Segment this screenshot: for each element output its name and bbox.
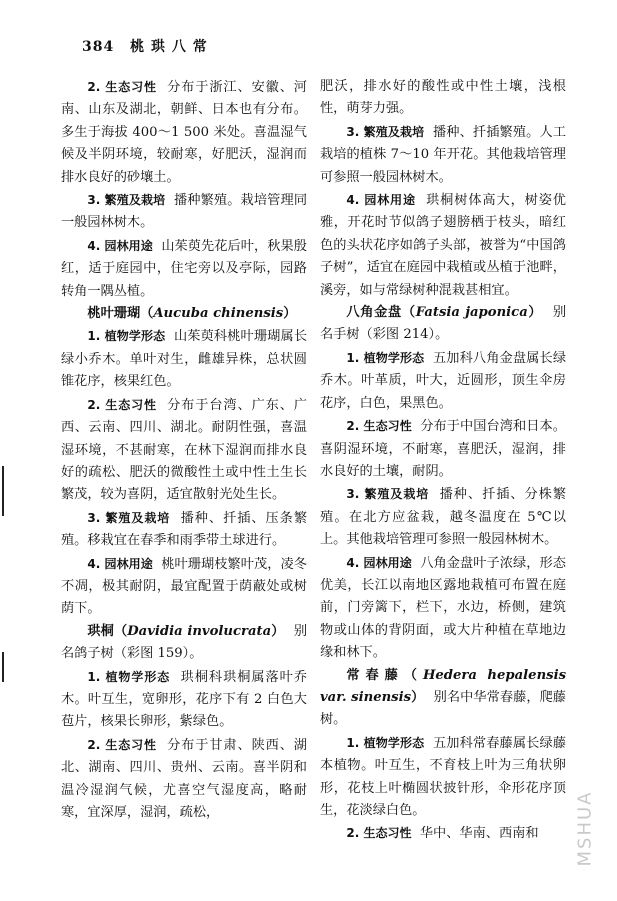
section-paragraph bbox=[320, 347, 566, 415]
species-heading: 常春藤（Hedera hepalensis var. sinensis） 别名中华常春藤，爬藤树。 bbox=[320, 667, 567, 728]
paragraph-text: 分布于浙江、安徽、河南、山东及湖北，朝鲜、日本也有分布。多生于海拔 400～1 500 米处。喜温湿气候及半阴环境，较耐寒，好肥沃，湿润而排水良好的砂壤土。 bbox=[61, 80, 307, 185]
paragraph-text: 播种、扦插、分株繁殖。在北方应盆栽，越冬温度在 5℃以上。其他栽培管理可参照一般园林树木。 bbox=[320, 487, 567, 548]
paragraph-text: 珙桐树体高大，树姿优雅，开花时节似鸽子翅膀栖于枝头，暗红色的头状花序如鸽子头部，被誉为“中国鸽子树”，适宜在庭园中栽植或丛植于池畔，溪旁，如与常绿树种混栽甚相宜。 bbox=[320, 193, 566, 298]
paragraph-text: 播种、扦插、压条繁殖。移栽宜在春季和雨季带土球进行。 bbox=[61, 510, 308, 549]
paragraph-text: 华中、华南、西南和 bbox=[419, 826, 539, 842]
section-label: 3. 繁殖及栽培 bbox=[87, 193, 166, 208]
section-label: 4. 园林用途 bbox=[87, 238, 153, 253]
paragraph-text: 桃叶珊瑚枝繁叶茂，凌冬不凋，极其耐阴，最宜配置于荫蔽处或树荫下。 bbox=[61, 556, 307, 617]
section-label: 3. 繁殖及栽培 bbox=[346, 487, 430, 502]
section-paragraph bbox=[320, 732, 566, 823]
section-label: 4. 园林用途 bbox=[346, 193, 416, 208]
paragraph-text: 肥沃，排水好的酸性或中性土壤，浅根性，萌芽力强。 bbox=[320, 79, 566, 117]
page-header bbox=[82, 36, 208, 56]
section-paragraph bbox=[61, 189, 307, 235]
paragraph-text: 分布于中国台湾和日本。喜阴湿环境，不耐寒，喜肥沃，湿润，排水良好的土壤，耐阴。 bbox=[320, 419, 566, 479]
left-column bbox=[61, 76, 307, 824]
species-name: 桃叶珊瑚 bbox=[87, 306, 141, 322]
latin-name: Hedera hepalensis var. sinensis bbox=[320, 667, 567, 705]
latin-name: Aucuba chinensis bbox=[153, 306, 284, 322]
page-number: 384 bbox=[82, 39, 115, 55]
section-paragraph bbox=[320, 552, 566, 665]
latin-name: Fatsia japonica bbox=[415, 305, 528, 321]
paragraph-text: 山茱萸科桃叶珊瑚属长绿小乔木。单叶对生，雌雄异株，总状圆锥花序，核果红色。 bbox=[61, 329, 308, 390]
section-label: 4. 园林用途 bbox=[87, 556, 153, 571]
species-name: 常春藤 bbox=[346, 667, 404, 683]
margin-mark bbox=[2, 466, 4, 516]
watermark bbox=[574, 782, 611, 882]
running-title: 桃 珙 八 常 bbox=[130, 39, 208, 55]
paragraph-text: 播种、扦插繁殖。人工栽培的植株 7～10 年开花。其他栽培管理可参照一般园林树木。 bbox=[320, 124, 567, 185]
section-label: 2. 生态习性 bbox=[87, 737, 157, 752]
paragraph-text: 珙桐科珙桐属落叶乔木。叶互生，宽卵形，花序下有 2 白色大苞片，核果长卵形，紫绿色。 bbox=[61, 669, 308, 730]
latin-name: Davidia involucrata bbox=[127, 623, 272, 639]
section-paragraph bbox=[320, 822, 566, 845]
species-heading: 桃叶珊瑚（Aucuba chinensis） bbox=[87, 306, 297, 322]
section-paragraph bbox=[61, 235, 307, 303]
section-label: 2. 生态习性 bbox=[346, 826, 412, 841]
paragraph-text: 五加科常春藤属长绿藤本植物。叶互生，不育枝上叶为三角状卵形，花枝上叶椭圆状披针形，伞形花序顶生，花淡绿白色。 bbox=[320, 735, 567, 818]
paragraph-text: 播种繁殖。栽培管理同一般园林树木。 bbox=[61, 193, 308, 231]
right-column bbox=[320, 76, 566, 846]
paragraph-continued bbox=[320, 76, 566, 121]
section-paragraph bbox=[61, 394, 307, 507]
section-label: 3. 繁殖及栽培 bbox=[346, 124, 425, 139]
section-paragraph bbox=[320, 415, 566, 483]
paragraph-text: 八角金盘叶子浓绿，形态优美，长江以南地区露地栽植可布置在庭前，门旁篱下，栏下，水边，桥侧，建筑物或山体的背阴面，或大片种植在草地边缘和林下。 bbox=[320, 555, 566, 661]
section-paragraph bbox=[61, 734, 307, 825]
section-label: 3. 繁殖及栽培 bbox=[87, 510, 171, 525]
paragraph-text: 分布于甘肃、陕西、湖北、湖南、四川、贵州、云南。喜半阴和温冷湿润气候，尤喜空气湿度高，略耐寒，宜深厚，湿润，疏松， bbox=[61, 737, 307, 820]
section-paragraph bbox=[61, 76, 307, 189]
section-paragraph bbox=[61, 553, 307, 621]
species-alias: 别名中华常春藤，爬藤树。 bbox=[320, 689, 566, 728]
margin-mark bbox=[2, 652, 4, 682]
section-paragraph bbox=[61, 325, 307, 393]
paragraph-text: 山茱萸先花后叶，秋果殷红，适于庭园中，住宅旁以及亭际，园路转角一隅丛植。 bbox=[61, 238, 307, 299]
section-paragraph bbox=[61, 507, 307, 553]
section-label: 1. 植物学形态 bbox=[346, 350, 425, 365]
species-alias: 别名鸽子树（彩图 159）。 bbox=[61, 623, 308, 662]
section-label: 2. 生态习性 bbox=[87, 397, 157, 412]
species-heading: 八角金盘（Fatsia japonica） 别名手树（彩图 214）。 bbox=[320, 305, 567, 343]
section-label: 1. 植物学形态 bbox=[87, 329, 166, 344]
section-paragraph bbox=[320, 189, 566, 302]
species-name: 珙桐 bbox=[87, 623, 114, 639]
species-heading: 珙桐（Davidia involucrata） 别名鸽子树（彩图 159）。 bbox=[61, 623, 308, 662]
section-label: 2. 生态习性 bbox=[87, 80, 157, 94]
section-paragraph bbox=[320, 121, 566, 189]
section-paragraph bbox=[61, 666, 307, 734]
paragraph-text: 分布于台湾、广东、广西、云南、四川、湖北。耐阴性强，喜温湿环境，不甚耐寒，在林下湿润而排水良好的疏松、肥沃的微酸性土或中性土生长繁茂，较为喜阴，适宜散射光处生长。 bbox=[61, 397, 307, 503]
section-label: 1. 植物学形态 bbox=[87, 669, 171, 684]
species-alias: 别名手树（彩图 214）。 bbox=[320, 305, 567, 343]
section-paragraph bbox=[320, 483, 566, 551]
watermark-text: MSHUA bbox=[574, 790, 596, 867]
section-label: 1. 植物学形态 bbox=[346, 735, 425, 750]
species-name: 八角金盘 bbox=[346, 305, 402, 321]
section-label: 4. 园林用途 bbox=[346, 555, 412, 570]
section-label: 2. 生态习性 bbox=[346, 419, 412, 434]
paragraph-text: 五加科八角金盘属长绿乔木。叶革质，叶大，近圆形，顶生伞房花序，白色，果黑色。 bbox=[320, 350, 567, 411]
